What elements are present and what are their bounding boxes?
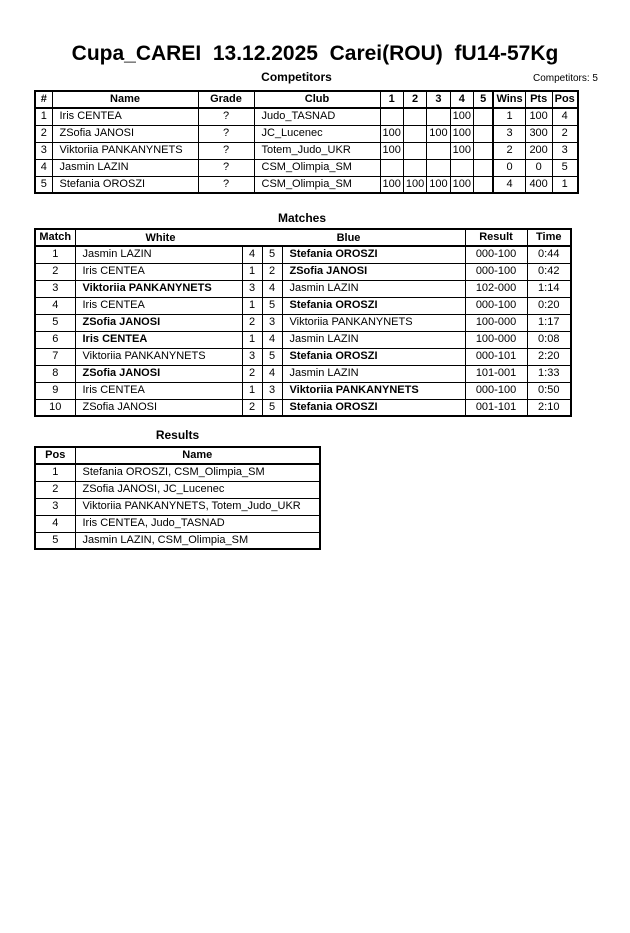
match-row xyxy=(35,297,571,314)
white-competitor-number: 2 xyxy=(242,314,262,331)
blue-competitor-number: 2 xyxy=(262,263,282,280)
match-number: 4 xyxy=(35,297,75,314)
round-score-4: 100 xyxy=(450,142,473,159)
blue-competitor: Jasmin LAZIN xyxy=(282,331,465,348)
match-result: 100-000 xyxy=(465,331,527,348)
round-score-3 xyxy=(427,159,450,176)
col-header-grade: Grade xyxy=(198,91,254,108)
match-row xyxy=(35,382,571,399)
result-position: 1 xyxy=(35,464,75,481)
round-score-1: 100 xyxy=(380,125,403,142)
blue-competitor-number: 4 xyxy=(262,280,282,297)
round-score-4 xyxy=(450,159,473,176)
competitor-pos: 5 xyxy=(552,159,578,176)
blue-competitor: Viktoriia PANKANYNETS xyxy=(282,314,465,331)
results-section-title: Results xyxy=(155,428,200,442)
matches-header-row xyxy=(35,229,571,246)
match-row xyxy=(35,280,571,297)
blue-competitor: Stefania OROSZI xyxy=(282,246,465,263)
competitor-club: Judo_TASNAD xyxy=(254,108,380,125)
competitor-name: Jasmin LAZIN xyxy=(52,159,198,176)
round-score-1 xyxy=(380,159,403,176)
competitor-row xyxy=(35,159,578,176)
white-competitor: Iris CENTEA xyxy=(75,382,242,399)
round-score-4: 100 xyxy=(450,176,473,193)
competitor-club: CSM_Olimpia_SM xyxy=(254,159,380,176)
col-header-blue: Blue xyxy=(336,232,361,244)
white-competitor-number: 1 xyxy=(242,263,262,280)
competitor-club: Totem_Judo_UKR xyxy=(254,142,380,159)
competitor-name: Iris CENTEA xyxy=(52,108,198,125)
competitors-section-header xyxy=(35,70,598,85)
col-header-name: Name xyxy=(52,91,198,108)
white-competitor: Iris CENTEA xyxy=(75,331,242,348)
blue-competitor: Viktoriia PANKANYNETS xyxy=(282,382,465,399)
competitor-wins: 0 xyxy=(493,159,525,176)
matches-section-title: Matches xyxy=(277,211,327,225)
round-score-4: 100 xyxy=(450,108,473,125)
match-number: 8 xyxy=(35,365,75,382)
match-time: 1:33 xyxy=(527,365,571,382)
round-score-3: 100 xyxy=(427,176,450,193)
white-competitor: Jasmin LAZIN xyxy=(75,246,242,263)
round-score-3: 100 xyxy=(427,125,450,142)
round-score-5 xyxy=(473,176,493,193)
competitor-number: 4 xyxy=(35,159,52,176)
col-header-club: Club xyxy=(254,91,380,108)
col-header-pos: Pos xyxy=(552,91,578,108)
result-position: 5 xyxy=(35,532,75,549)
white-competitor: ZSofia JANOSI xyxy=(75,365,242,382)
competitor-pos: 3 xyxy=(552,142,578,159)
white-competitor-number: 2 xyxy=(242,399,262,416)
results-table xyxy=(34,446,321,550)
round-score-5 xyxy=(473,125,493,142)
competitor-pos: 1 xyxy=(552,176,578,193)
white-competitor-number: 1 xyxy=(242,382,262,399)
blue-competitor-number: 5 xyxy=(262,297,282,314)
competitor-pts: 0 xyxy=(525,159,552,176)
match-result: 000-101 xyxy=(465,348,527,365)
white-competitor: Viktoriia PANKANYNETS xyxy=(75,348,242,365)
white-competitor: Iris CENTEA xyxy=(75,263,242,280)
match-time: 0:20 xyxy=(527,297,571,314)
round-score-2 xyxy=(403,142,426,159)
competitor-grade: ? xyxy=(198,108,254,125)
competitors-table xyxy=(34,90,579,194)
col-header-name: Name xyxy=(75,447,320,464)
white-competitor: Iris CENTEA xyxy=(75,297,242,314)
match-result: 000-100 xyxy=(465,246,527,263)
col-header-match: Match xyxy=(35,229,75,246)
results-header-row xyxy=(35,447,320,464)
match-time: 0:08 xyxy=(527,331,571,348)
competitor-row xyxy=(35,125,578,142)
competitor-pts: 400 xyxy=(525,176,552,193)
col-header-pts: Pts xyxy=(525,91,552,108)
match-result: 000-100 xyxy=(465,382,527,399)
blue-competitor: Stefania OROSZI xyxy=(282,399,465,416)
competitor-grade: ? xyxy=(198,125,254,142)
white-competitor: ZSofia JANOSI xyxy=(75,399,242,416)
page xyxy=(0,42,630,550)
white-competitor-number: 1 xyxy=(242,331,262,348)
result-row xyxy=(35,515,320,532)
match-time: 1:14 xyxy=(527,280,571,297)
competitor-row xyxy=(35,176,578,193)
match-number: 3 xyxy=(35,280,75,297)
result-position: 2 xyxy=(35,481,75,498)
competitor-row xyxy=(35,142,578,159)
match-number: 2 xyxy=(35,263,75,280)
col-header-time: Time xyxy=(527,229,571,246)
match-time: 0:42 xyxy=(527,263,571,280)
result-position: 3 xyxy=(35,498,75,515)
match-number: 1 xyxy=(35,246,75,263)
result-name: ZSofia JANOSI, JC_Lucenec xyxy=(75,481,320,498)
round-score-1: 100 xyxy=(380,142,403,159)
competitor-pts: 100 xyxy=(525,108,552,125)
result-position: 4 xyxy=(35,515,75,532)
col-header-white: White xyxy=(145,232,176,244)
match-result: 001-101 xyxy=(465,399,527,416)
match-time: 0:44 xyxy=(527,246,571,263)
competitor-pts: 300 xyxy=(525,125,552,142)
match-time: 0:50 xyxy=(527,382,571,399)
match-number: 7 xyxy=(35,348,75,365)
match-row xyxy=(35,348,571,365)
round-score-1 xyxy=(380,108,403,125)
match-number: 9 xyxy=(35,382,75,399)
result-row xyxy=(35,532,320,549)
blue-competitor-number: 5 xyxy=(262,246,282,263)
competitor-number: 1 xyxy=(35,108,52,125)
round-score-3 xyxy=(427,108,450,125)
match-result: 000-100 xyxy=(465,297,527,314)
white-competitor-number: 2 xyxy=(242,365,262,382)
round-score-1: 100 xyxy=(380,176,403,193)
result-name: Stefania OROSZI, CSM_Olimpia_SM xyxy=(75,464,320,481)
blue-competitor-number: 5 xyxy=(262,399,282,416)
col-header-pos: Pos xyxy=(35,447,75,464)
round-score-2 xyxy=(403,159,426,176)
blue-competitor: Stefania OROSZI xyxy=(282,348,465,365)
blue-competitor: Stefania OROSZI xyxy=(282,297,465,314)
match-time: 2:20 xyxy=(527,348,571,365)
competitor-wins: 1 xyxy=(493,108,525,125)
blue-competitor: Jasmin LAZIN xyxy=(282,280,465,297)
round-score-2 xyxy=(403,108,426,125)
white-competitor-number: 1 xyxy=(242,297,262,314)
blue-competitor: Jasmin LAZIN xyxy=(282,365,465,382)
result-name: Iris CENTEA, Judo_TASNAD xyxy=(75,515,320,532)
blue-competitor: ZSofia JANOSI xyxy=(282,263,465,280)
match-result: 101-001 xyxy=(465,365,527,382)
match-row xyxy=(35,331,571,348)
match-row xyxy=(35,365,571,382)
competitors-count: Competitors: 5 xyxy=(532,73,598,84)
col-header-r3: 3 xyxy=(427,91,450,108)
white-competitor-number: 3 xyxy=(242,348,262,365)
col-header-result: Result xyxy=(465,229,527,246)
white-competitor: ZSofia JANOSI xyxy=(75,314,242,331)
competitor-grade: ? xyxy=(198,142,254,159)
competitor-pts: 200 xyxy=(525,142,552,159)
round-score-3 xyxy=(427,142,450,159)
competitor-pos: 4 xyxy=(552,108,578,125)
competitors-header-row xyxy=(35,91,578,108)
competitor-name: Viktoriia PANKANYNETS xyxy=(52,142,198,159)
round-score-5 xyxy=(473,142,493,159)
col-header-wins: Wins xyxy=(493,91,525,108)
match-time: 1:17 xyxy=(527,314,571,331)
competitor-name: ZSofia JANOSI xyxy=(52,125,198,142)
result-name: Jasmin LAZIN, CSM_Olimpia_SM xyxy=(75,532,320,549)
match-row xyxy=(35,314,571,331)
round-score-2 xyxy=(403,125,426,142)
blue-competitor-number: 4 xyxy=(262,331,282,348)
match-result: 100-000 xyxy=(465,314,527,331)
round-score-2: 100 xyxy=(403,176,426,193)
col-header-white-blue xyxy=(75,229,465,246)
match-result: 000-100 xyxy=(465,263,527,280)
competitors-section-title: Competitors xyxy=(261,70,332,84)
match-row xyxy=(35,246,571,263)
competitor-wins: 3 xyxy=(493,125,525,142)
competitor-number: 2 xyxy=(35,125,52,142)
result-row xyxy=(35,464,320,481)
blue-competitor-number: 4 xyxy=(262,365,282,382)
competitor-club: JC_Lucenec xyxy=(254,125,380,142)
competitor-grade: ? xyxy=(198,159,254,176)
white-competitor-number: 3 xyxy=(242,280,262,297)
white-competitor: Viktoriia PANKANYNETS xyxy=(75,280,242,297)
match-result: 102-000 xyxy=(465,280,527,297)
competitor-club: CSM_Olimpia_SM xyxy=(254,176,380,193)
match-number: 5 xyxy=(35,314,75,331)
competitor-pos: 2 xyxy=(552,125,578,142)
competitor-row xyxy=(35,108,578,125)
match-number: 6 xyxy=(35,331,75,348)
result-name: Viktoriia PANKANYNETS, Totem_Judo_UKR xyxy=(75,498,320,515)
col-header-r5: 5 xyxy=(473,91,493,108)
result-row xyxy=(35,498,320,515)
white-competitor-number: 4 xyxy=(242,246,262,263)
match-row xyxy=(35,263,571,280)
competitor-number: 5 xyxy=(35,176,52,193)
competitor-name: Stefania OROSZI xyxy=(52,176,198,193)
competitor-wins: 4 xyxy=(493,176,525,193)
col-header-r1: 1 xyxy=(380,91,403,108)
round-score-4: 100 xyxy=(450,125,473,142)
match-number: 10 xyxy=(35,399,75,416)
col-header-num: # xyxy=(35,91,52,108)
col-header-r4: 4 xyxy=(450,91,473,108)
match-row xyxy=(35,399,571,416)
round-score-5 xyxy=(473,108,493,125)
competitor-number: 3 xyxy=(35,142,52,159)
blue-competitor-number: 5 xyxy=(262,348,282,365)
round-score-5 xyxy=(473,159,493,176)
matches-table xyxy=(34,228,572,417)
competitor-grade: ? xyxy=(198,176,254,193)
match-time: 2:10 xyxy=(527,399,571,416)
col-header-r2: 2 xyxy=(403,91,426,108)
blue-competitor-number: 3 xyxy=(262,382,282,399)
competitor-wins: 2 xyxy=(493,142,525,159)
page-title: Cupa_CAREI 13.12.2025 Carei(ROU) fU14-57Kg xyxy=(71,42,559,65)
blue-competitor-number: 3 xyxy=(262,314,282,331)
result-row xyxy=(35,481,320,498)
